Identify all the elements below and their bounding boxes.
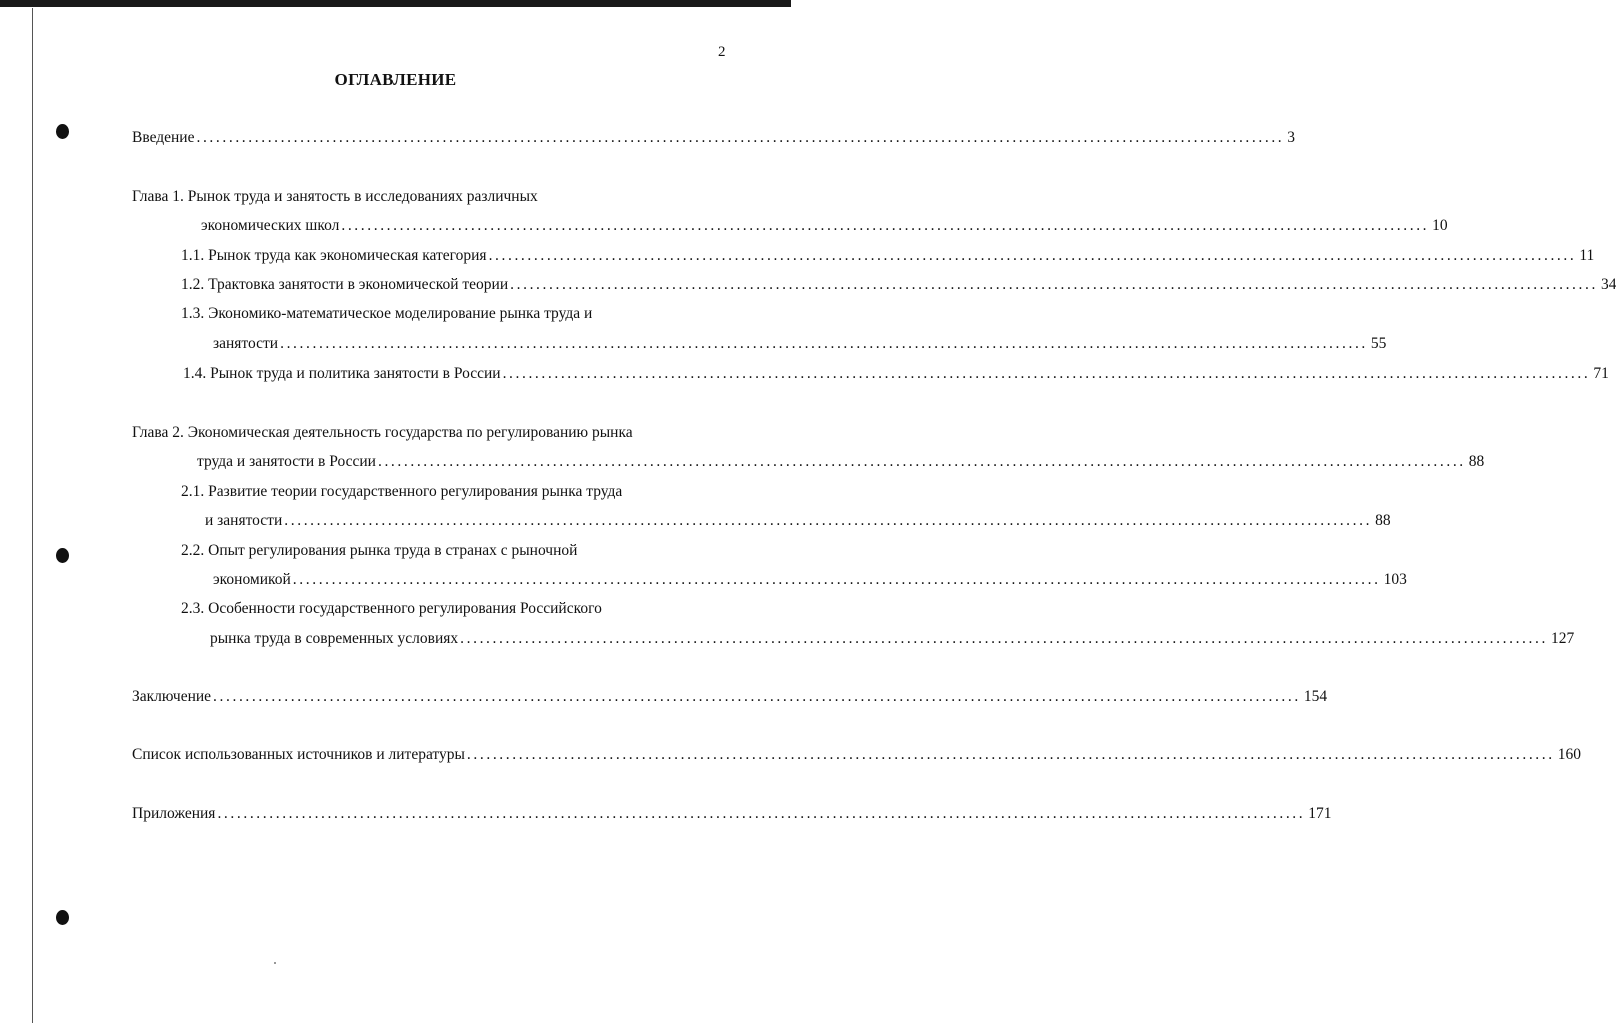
toc-leader: ........................................................................................................................................................................ bbox=[510, 276, 1598, 293]
toc-label: Список использованных источников и литературы bbox=[132, 746, 465, 763]
toc-leader: ........................................................................................................................................................................ bbox=[377, 453, 1466, 470]
toc-label: 1.2. Трактовка занятости в экономической теории bbox=[181, 276, 509, 293]
toc-page-number: 3 bbox=[1287, 129, 1296, 146]
toc-leader: ........................................................................................................................................................................ bbox=[292, 571, 1381, 588]
toc-label: занятости bbox=[213, 335, 279, 352]
section-2-2-title: 2.2. Опыт регулирования рынка труда в странах с рыночной bbox=[181, 542, 578, 559]
punch-hole-icon bbox=[56, 124, 69, 139]
scan-edge-top bbox=[0, 0, 791, 7]
toc-page-number: 10 bbox=[1432, 217, 1448, 234]
toc-entry-section-2-1[interactable] bbox=[205, 512, 1391, 532]
toc-page-number: 103 bbox=[1383, 571, 1407, 588]
toc-leader: ........................................................................................................................................................................ bbox=[466, 746, 1555, 763]
toc-entry-conclusion[interactable] bbox=[132, 688, 1328, 708]
toc-page-number: 154 bbox=[1303, 688, 1328, 705]
toc-label: экономических школ bbox=[201, 217, 340, 234]
chapter2-heading: Глава 2. Экономическая деятельность государства по регулированию рынка bbox=[132, 424, 633, 441]
toc-entry-appendices[interactable] bbox=[132, 805, 1332, 825]
toc-leader: ........................................................................................................................................................................ bbox=[213, 688, 1301, 705]
toc-leader: ........................................................................................................................................................................ bbox=[217, 805, 1306, 822]
toc-label: труда и занятости в России bbox=[197, 453, 376, 470]
section-2-1-title: 2.1. Развитие теории государственного регулирования рынка труда bbox=[181, 483, 623, 500]
toc-page-number: 127 bbox=[1550, 630, 1575, 647]
toc-label: рынка труда в современных условиях bbox=[210, 630, 459, 647]
toc-entry-section-2-2[interactable] bbox=[213, 571, 1407, 591]
toc-page-number: 55 bbox=[1370, 335, 1387, 352]
toc-label: 1.4. Рынок труда и политика занятости в России bbox=[183, 365, 501, 382]
toc-entry-intro[interactable] bbox=[132, 129, 1296, 149]
toc-page-number: 11 bbox=[1579, 247, 1595, 264]
punch-hole-icon bbox=[56, 910, 69, 925]
toc-leader: ........................................................................................................................................................................ bbox=[341, 217, 1430, 234]
toc-label: Заключение bbox=[132, 688, 212, 705]
chapter1-heading: Глава 1. Рынок труда и занятость в исследованиях различных bbox=[132, 188, 538, 205]
page-number: 2 bbox=[718, 44, 726, 60]
punch-hole-icon bbox=[56, 548, 69, 563]
toc-leader: ........................................................................................................................................................................ bbox=[280, 335, 1368, 352]
toc-label: Приложения bbox=[132, 805, 216, 822]
toc-page-number: 34 bbox=[1600, 276, 1616, 293]
toc-entry-chapter1[interactable] bbox=[201, 217, 1448, 237]
toc-page-number: 171 bbox=[1308, 805, 1332, 822]
section-2-3-title: 2.3. Особенности государственного регулирования Российского bbox=[181, 600, 602, 617]
toc-leader: ........................................................................................................................................................................ bbox=[196, 129, 1285, 146]
toc-entry-section-2-3[interactable] bbox=[210, 630, 1575, 650]
toc-entry-references[interactable] bbox=[132, 746, 1581, 766]
toc-page-number: 160 bbox=[1557, 746, 1581, 763]
toc-label: и занятости bbox=[205, 512, 283, 529]
section-1-3-title: 1.3. Экономико-математическое моделирование рынка труда и bbox=[181, 305, 593, 322]
toc-label: 1.1. Рынок труда как экономическая категория bbox=[181, 247, 487, 264]
toc-leader: ........................................................................................................................................................................ bbox=[460, 630, 1548, 647]
toc-entry-section-1-1[interactable] bbox=[181, 247, 1595, 267]
scan-speck bbox=[274, 962, 276, 964]
toc-leader: ........................................................................................................................................................................ bbox=[502, 365, 1591, 382]
toc-page-number: 71 bbox=[1593, 365, 1609, 382]
toc-entry-section-1-4[interactable] bbox=[183, 365, 1609, 385]
toc-page-number: 88 bbox=[1468, 453, 1485, 470]
toc-entry-section-1-2[interactable] bbox=[181, 276, 1616, 296]
page-title: ОГЛАВЛЕНИЕ bbox=[334, 70, 457, 89]
toc-label: Введение bbox=[132, 129, 195, 146]
toc-entry-section-1-3[interactable] bbox=[213, 335, 1387, 355]
scan-edge-left bbox=[32, 8, 33, 1023]
toc-leader: ........................................................................................................................................................................ bbox=[284, 512, 1373, 529]
toc-entry-chapter2[interactable] bbox=[197, 453, 1485, 473]
toc-label: экономикой bbox=[213, 571, 291, 588]
toc-leader: ........................................................................................................................................................................ bbox=[488, 247, 1577, 264]
toc-page-number: 88 bbox=[1375, 512, 1391, 529]
